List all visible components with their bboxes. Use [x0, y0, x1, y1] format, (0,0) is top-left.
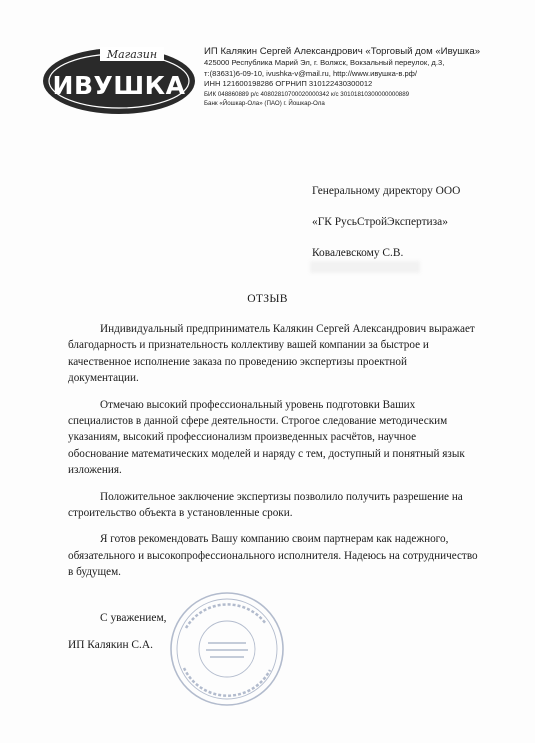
logo-top-word: Магазин: [106, 48, 158, 61]
signer-name: ИП Калякин С.А.: [68, 639, 153, 651]
paragraph: Индивидуальный предприниматель Калякин Сергей Александрович выражает благодарность и признательность коллективу вашей компании за быстрое и качественное исполнение заказа по проведению экспертизы проектной документации.: [68, 323, 475, 385]
company-name: ИП Калякин Сергей Александрович «Торговый дом «Ивушка»: [204, 46, 481, 57]
paragraph: Отмечаю высокий профессиональный уровень подготовки Ваших специалистов в данной сфере деятельности. Строгое следование методическим указаниям, высокий профессионализм произведенных расчётов, научное обоснование математических моделей и наряду с тем, доступный и понятный язык изложения.: [68, 398, 465, 477]
company-contacts: т:(83631)6-09-10, ivushka-v@mail.ru, http://www.ивушка-в.рф/: [204, 68, 418, 78]
company-ids: ИНН 121600198286 ОГРНИП 310122430300012: [204, 79, 373, 89]
letter-body: [68, 321, 478, 591]
round-seal-stamp: [166, 588, 288, 710]
addressee-line-1: Генеральному директору ООО: [312, 185, 461, 197]
addressee-line-2: «ГК РусьСтройЭкспертиза»: [312, 216, 448, 228]
ivushka-logo: [40, 44, 198, 118]
addressee-block: [312, 176, 522, 269]
letterhead-info: [204, 46, 522, 108]
logo-main-word: ИВУШКА: [52, 71, 186, 100]
bank-details: БИК 048860889 р/с 40802810700020000342 к/с 30101810300000000889: [204, 90, 410, 98]
addressee-line-3: Ковалевскому С.В.: [312, 247, 404, 259]
closing-phrase: С уважением,: [100, 612, 167, 624]
redacted-line: [310, 261, 420, 273]
paragraph: Я готов рекомендовать Вашу компанию своим партнерам как надежного, обязательного и высокопрофессионального исполнителя. Надеюсь на сотрудничество в будущем.: [68, 533, 478, 579]
bank-name: Банк «Йошкар-Ола» (ПАО) г. Йошкар-Ола: [204, 99, 325, 107]
company-address: 425000 Республика Марий Эл, г. Волжск, Вокзальный переулок, д.3,: [204, 58, 445, 67]
paragraph: Положительное заключение экспертизы позволило получить разрешение на строительство объекта в установленные сроки.: [68, 490, 463, 520]
letter-title: ОТЗЫВ: [247, 292, 288, 305]
